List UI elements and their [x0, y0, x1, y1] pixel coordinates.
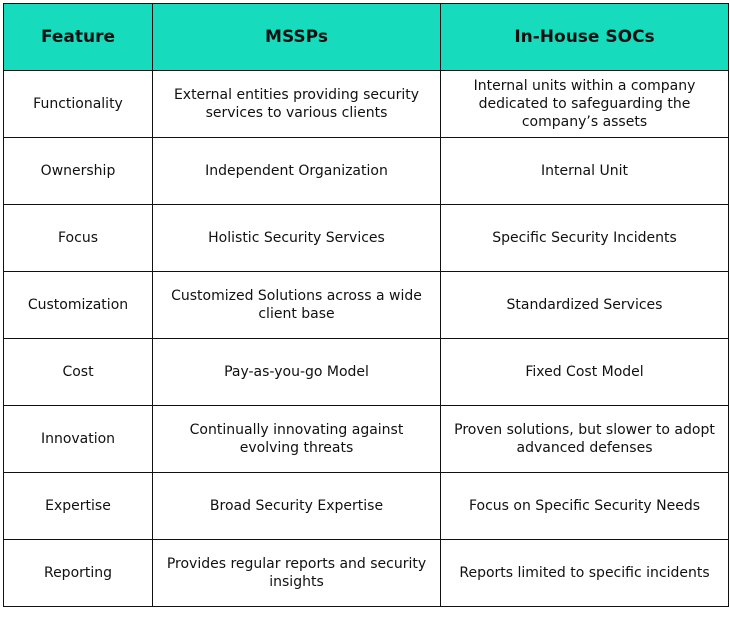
in-house-socs-cell: Internal Unit	[441, 138, 729, 205]
in-house-socs-cell: Reports limited to specific incidents	[441, 540, 729, 607]
table-row	[4, 71, 729, 138]
header-mssps: MSSPs	[153, 4, 441, 71]
feature-cell: Focus	[4, 205, 153, 272]
table-row	[4, 540, 729, 607]
feature-cell: Innovation	[4, 406, 153, 473]
in-house-socs-cell: Fixed Cost Model	[441, 339, 729, 406]
feature-cell: Reporting	[4, 540, 153, 607]
in-house-socs-cell: Proven solutions, but slower to adopt advanced defenses	[441, 406, 729, 473]
table-row	[4, 339, 729, 406]
table-row	[4, 406, 729, 473]
mssps-cell: Continually innovating against evolving threats	[153, 406, 441, 473]
in-house-socs-cell: Internal units within a company dedicated to safeguarding the company’s assets	[441, 71, 729, 138]
table-row	[4, 138, 729, 205]
feature-cell: Customization	[4, 272, 153, 339]
mssps-cell: Independent Organization	[153, 138, 441, 205]
mssps-cell: Holistic Security Services	[153, 205, 441, 272]
header-feature: Feature	[4, 4, 153, 71]
mssps-cell: Provides regular reports and security insights	[153, 540, 441, 607]
mssps-cell: Pay-as-you-go Model	[153, 339, 441, 406]
mssps-cell: External entities providing security services to various clients	[153, 71, 441, 138]
feature-cell: Expertise	[4, 473, 153, 540]
mssps-cell: Broad Security Expertise	[153, 473, 441, 540]
table-row	[4, 205, 729, 272]
comparison-table	[3, 3, 729, 607]
table-row	[4, 272, 729, 339]
in-house-socs-cell: Specific Security Incidents	[441, 205, 729, 272]
feature-cell: Cost	[4, 339, 153, 406]
header-in-house-socs: In-House SOCs	[441, 4, 729, 71]
table-header-row	[4, 4, 729, 71]
in-house-socs-cell: Focus on Specific Security Needs	[441, 473, 729, 540]
mssps-cell: Customized Solutions across a wide client base	[153, 272, 441, 339]
comparison-table-container	[3, 3, 729, 607]
table-row	[4, 473, 729, 540]
feature-cell: Ownership	[4, 138, 153, 205]
in-house-socs-cell: Standardized Services	[441, 272, 729, 339]
feature-cell: Functionality	[4, 71, 153, 138]
